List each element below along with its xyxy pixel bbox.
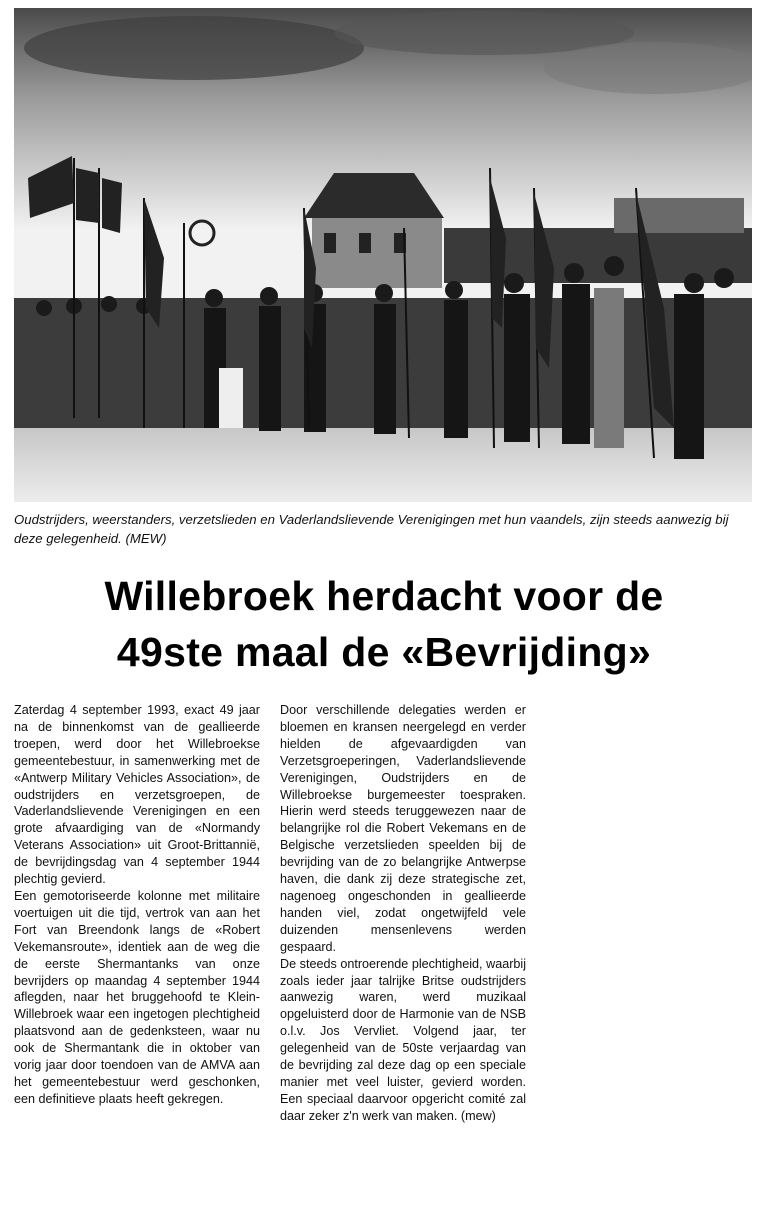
paragraph: Een gemotoriseerde kolonne met militaire voertuigen uit die tijd, vertrok van aan het Fort van Breendonk langs de «Robert Vekemansroute», identiek aan de weg die de eerste Shermantanks van onze bevrijders op maandag 4 september 1944 aflegden, naar het bruggehoofd te Klein-Willebroek waar een ingetogen plechtigheid plaatsvond aan de gedenksteen, waar nu ook de Shermantank die in oktober van vorig jaar door toendoen van de AMVA aan het gemeentebestuur werd geschonken, een definitieve plaats heeft gekregen.	[14, 888, 260, 1106]
article-column-2	[280, 702, 526, 1125]
article-headline	[0, 568, 768, 680]
paragraph: Zaterdag 4 september 1993, exact 49 jaar na de binnenkomst van de geallieerde troepen, werd door het Willebroekse gemeentebestuur, in samenwerking met de «Antwerp Military Vehicles Association», de oudstrijders en verzetsgroepen, de Vaderlandslievende Verenigingen en een grote afvaardiging van de «Normandy Veterans Association» uit Groot-Brittannië, de bevrijdingsdag van 4 september 1944 plechtig gevierd.	[14, 703, 260, 887]
headline-line-2: 49ste maal de «Bevrijding»	[116, 629, 652, 675]
headline-line-1: Willebroek herdacht voor de	[104, 573, 664, 619]
paragraph: Door verschillende delegaties werden er bloemen en kransen neergelegd en verder hielden de afgevaardigden van Verzetsgroeperingen, Vaderlandslievende Verenigingen, Oudstrijders en de Willebroekse burgemeester toespraken. Hierin werd steeds teruggewezen naar de belangrijke rol die Robert Vekemans en de Belgische verzetslieden speelden bij de bevrijding van de zo belangrijke Antwerpse haven, die dank zij deze strategische zet, nagenoeg ongeschonden in geallieerde handen viel, zodat ongetwijfeld vele duizenden mensenlevens werden gespaard.	[280, 703, 526, 954]
photo-caption: Oudstrijders, weerstanders, verzetslieden en Vaderlandslievende Verenigingen met hun vaandels, zijn steeds aanwezig bij deze gelegenheid. (MEW)	[14, 512, 729, 546]
article-column-1	[14, 702, 260, 1108]
news-photo	[14, 8, 752, 502]
paragraph: De steeds ontroerende plechtigheid, waarbij zoals ieder jaar talrijke Britse oudstrijders aanwezig waren, werd muzikaal opgeluisterd door de Harmonie van de NSB o.l.v. Jos Vervliet. Volgend jaar, ter gelegenheid van de 50ste verjaardag van de bevrijding zal deze dag op een speciale manier met veel luister, gevierd worden. Een speciaal daarvoor opgericht comité zal daar zeker z'n werk van maken. (mew)	[280, 956, 526, 1123]
